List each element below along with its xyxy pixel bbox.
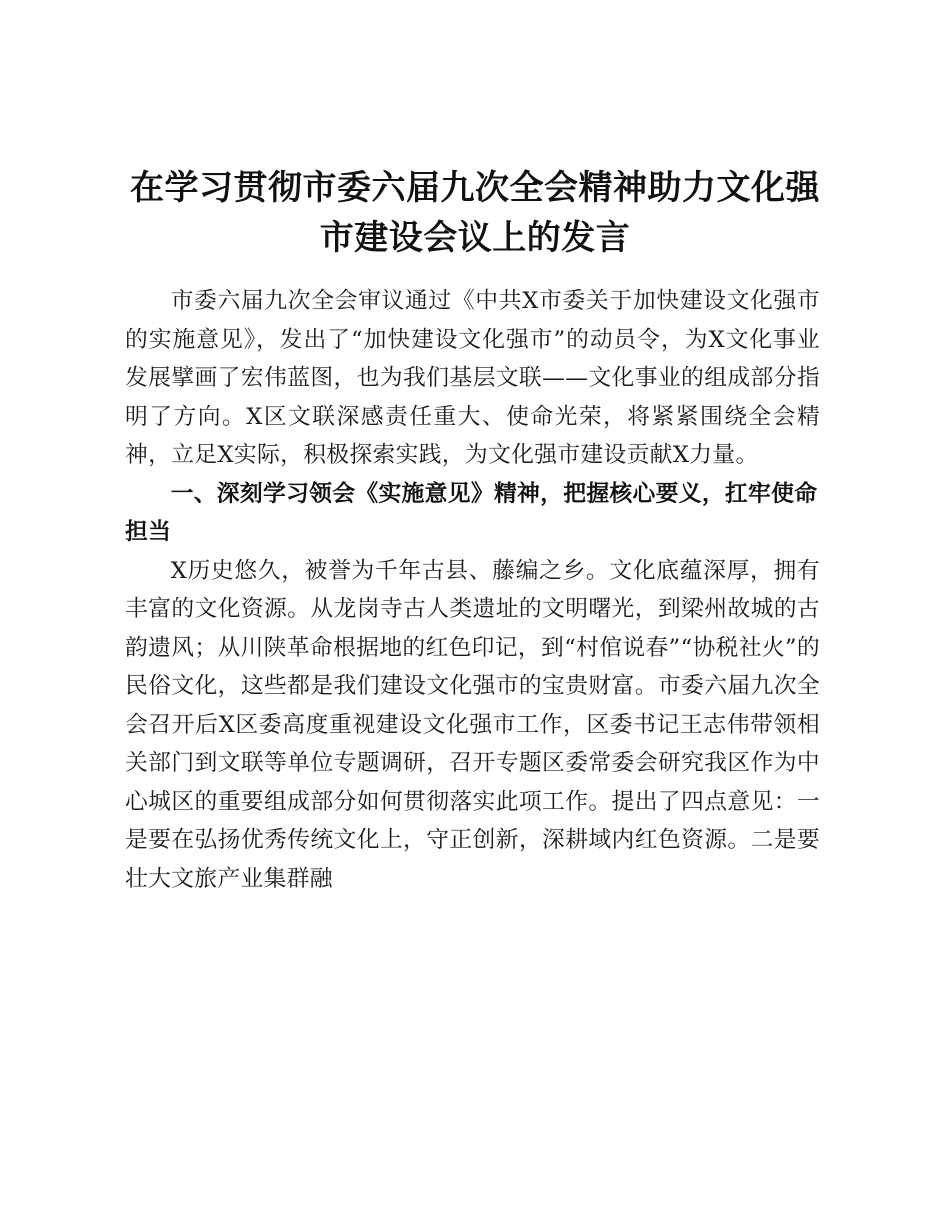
title-line-1: 在学习贯彻市委六届九次全会精神助力文化强 (130, 168, 820, 208)
title-line-2: 市建设会议上的发言 (319, 218, 631, 258)
section-1-paragraph: X历史悠久，被誉为千年古县、藤编之乡。文化底蕴深厚，拥有丰富的文化资源。从龙岗寺古人类遗址的文明曙光，到梁州故城的古韵遗风；从川陕革命根据地的红色印记，到“村倌说春”“协税社火”的民俗文化，这些都是我们建设文化强市的宝贵财富。市委六届九次全会召开后X区委高度重视建设文化强市工作，区委书记王志伟带领相关部门到文联等单位专题调研，召开专题区委常委会研究我区作为中心城区的重要组成部分如何贯彻落实此项工作。提出了四点意见：一是要在弘扬优秀传统文化上，守正创新，深耕域内红色资源。二是要壮大文旅产业集群融 (125, 557, 820, 892)
section-heading-1: 一、深刻学习领会《实施意见》精神，把握核心要义，扛牢使命担当 (125, 480, 818, 545)
intro-paragraph: 市委六届九次全会审议通过《中共X市委关于加快建设文化强市的实施意见》，发出了“加快建设文化强市”的动员令，为X文化事业发展擘画了宏伟蓝图，也为我们基层文联——文化事业的组成部分指明了方向。X区文联深感责任重大、使命光荣，将紧紧围绕全会精神，立足X实际，积极探索实践，为文化强市建设贡献X力量。 (125, 288, 820, 468)
document-body (125, 282, 820, 898)
document-title (125, 163, 825, 263)
